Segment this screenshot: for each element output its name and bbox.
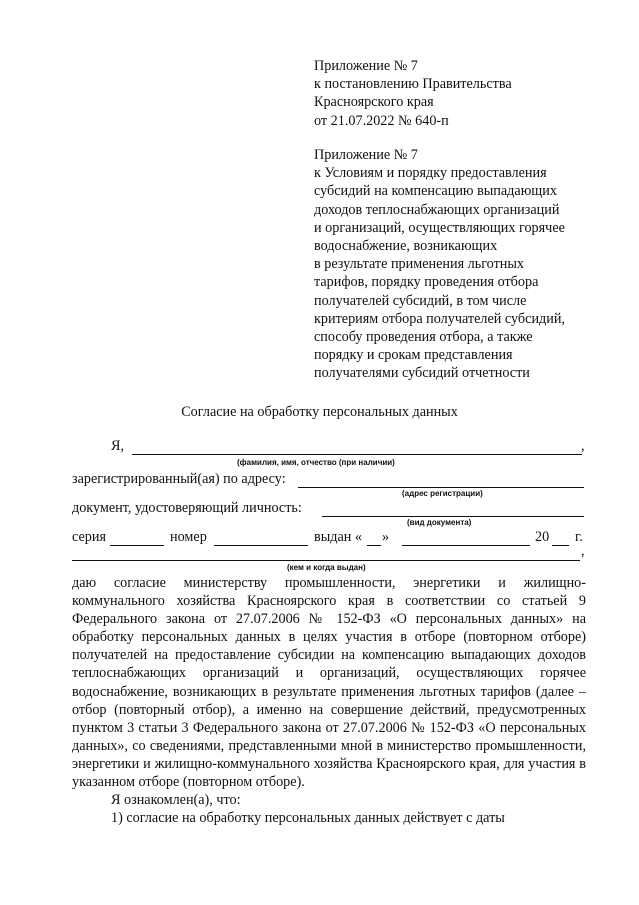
appendix-line: Приложение № 7 — [314, 147, 418, 163]
issued-by-caption: (кем и когда выдан) — [287, 563, 366, 572]
appendix-line: получателей субсидий, в том числе — [314, 292, 527, 309]
appendix-line: тарифов, порядку проведения отбора — [314, 274, 539, 291]
acknowledged-line: Я ознакомлен(а), что: — [111, 792, 241, 809]
appendix-government-block — [314, 57, 614, 130]
issued-by-field[interactable] — [72, 560, 580, 561]
fio-comma: , — [581, 438, 585, 454]
appendix-line: и организаций, осуществляющих горячее — [314, 219, 565, 236]
appendix-line: водоснабжение, возникающих — [314, 238, 498, 255]
consent-paragraph: даю согласие министерству промышленности, энергетики и жилищно-коммунального хозяйства Красноярского края в соответствии со статьей 9 Федерального закона от 27.07.2006 № 152-ФЗ «О персональных данных» на обработку персональных данных в целях участия в отборе (повторном отборе) получателей на предоставление субсидии на компенсацию выпадающих доходов теплоснабжающих организаций и организаций, осуществляющих горячее водоснабжение, возникающих в результате применения льготных тарифов (далее – отбор (повторный отбор), а именно на совершение действий, предусмотренных пунктом 3 статьи 3 Федерального закона от 27.07.2006 № 152-ФЗ «О персональных данных», со сведениями, представленными мной в министерство промышленности, энергетики и жилищно-коммунального хозяйства Красноярского края, для участия в указанном отборе (повторном отборе). — [72, 575, 586, 791]
i-label: Я, — [111, 438, 125, 454]
issued-label: выдан « — [314, 529, 362, 545]
document-label: документ, удостоверяющий личность: — [72, 500, 302, 516]
appendix-line: Приложение № 7 — [314, 58, 418, 74]
address-row — [72, 471, 584, 491]
appendix-line: доходов теплоснабжающих организаций — [314, 201, 560, 218]
series-label: серия — [72, 529, 106, 545]
number-label: номер — [170, 529, 207, 545]
fio-row — [72, 438, 584, 458]
appendix-conditions-block — [314, 146, 614, 383]
appendix-line: субсидий на компенсацию выпадающих — [314, 183, 557, 200]
fio-field[interactable] — [132, 454, 582, 455]
address-field[interactable] — [298, 487, 584, 488]
appendix-line: критериям отбора получателей субсидий, — [314, 310, 565, 327]
appendix-line: Красноярского края — [314, 94, 434, 111]
list-item-1: 1) согласие на обработку персональных данных действует с даты — [111, 810, 505, 827]
document-row — [72, 500, 584, 520]
appendix-line: к Условиям и порядку предоставления — [314, 165, 547, 182]
address-caption: (адрес регистрации) — [402, 489, 483, 498]
document-field[interactable] — [322, 516, 584, 517]
fio-caption: (фамилия, имя, отчество (при наличии) — [237, 458, 395, 467]
appendix-line: способу проведения отбора, а также — [314, 329, 533, 346]
appendix-line: порядку и срокам представления — [314, 347, 513, 364]
document-caption: (вид документа) — [407, 518, 472, 527]
appendix-line: получателями субсидий отчетности — [314, 365, 530, 382]
appendix-line: в результате применения льготных — [314, 256, 524, 273]
issued-close-quote: » — [382, 529, 390, 545]
appendix-line: к постановлению Правительства — [314, 76, 512, 93]
year-suffix: г. — [575, 529, 583, 545]
year-prefix: 20 — [535, 529, 550, 545]
issued-by-comma: , — [581, 543, 585, 559]
registered-label: зарегистрированный(ая) по адресу: — [72, 471, 286, 487]
document-title: Согласие на обработку персональных данных — [181, 404, 458, 420]
appendix-line: от 21.07.2022 № 640-п — [314, 112, 449, 129]
consent-body — [72, 574, 586, 827]
